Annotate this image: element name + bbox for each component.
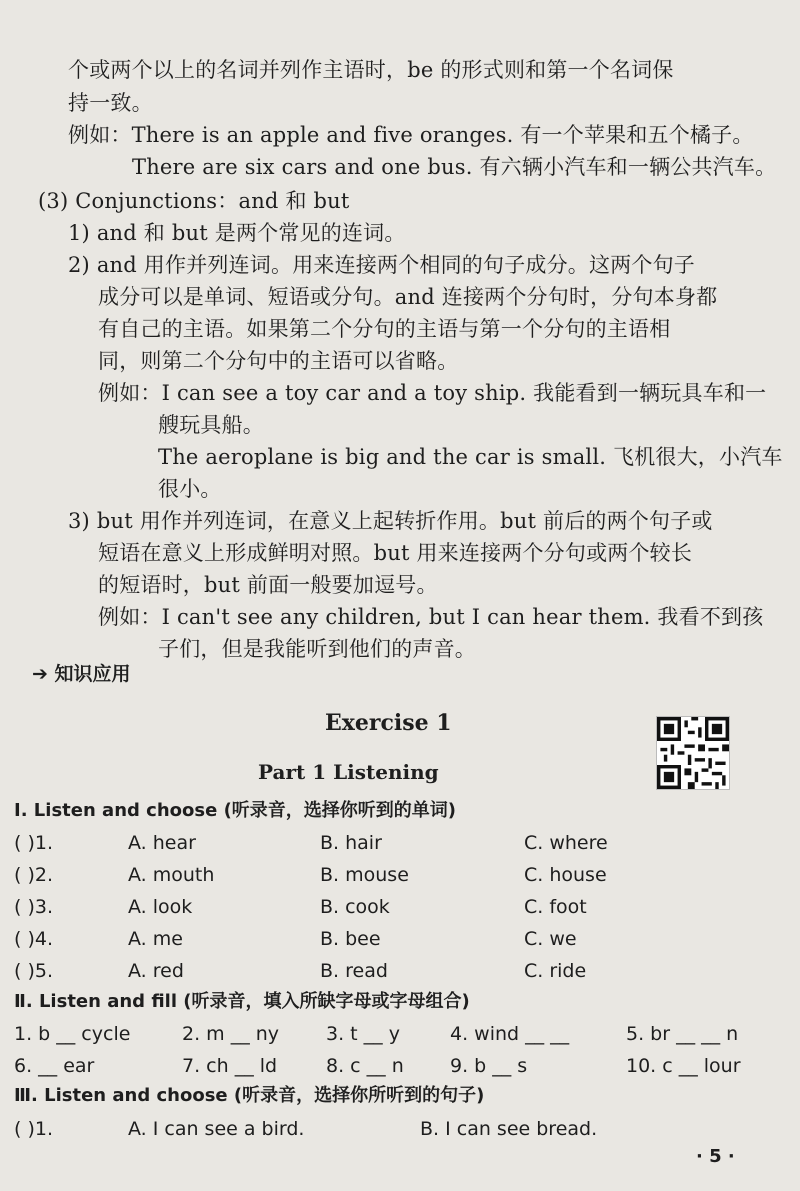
fill-item[interactable]: 10. c __ lour — [626, 1055, 741, 1077]
text-line: 1) and 和 but 是两个常见的连词。 — [68, 221, 406, 245]
text-line: There are six cars and one bus. 有六辆小汽车和一辆公共汽车。 — [132, 155, 777, 179]
option-a: A. I can see a bird. — [128, 1118, 305, 1140]
exercise-title: Exercise 1 — [325, 710, 452, 736]
option-c: C. where — [524, 832, 608, 854]
option-a: A. red — [128, 960, 184, 982]
fill-item[interactable]: 9. b __ s — [450, 1055, 528, 1077]
qr-code-icon — [657, 717, 729, 789]
text-line: 成分可以是单词、短语或分句。and 连接两个分句时，分句本身都 — [98, 285, 718, 309]
fill-item[interactable]: 3. t __ y — [326, 1023, 400, 1045]
text-line: 2) and 用作并列连词。用来连接两个相同的句子成分。这两个句子 — [68, 253, 695, 277]
page-number: · 5 · — [696, 1146, 735, 1167]
fill-item[interactable]: 6. __ ear — [14, 1055, 95, 1077]
text-line: 同，则第二个分句中的主语可以省略。 — [98, 349, 459, 373]
section-1-heading: Ⅰ. Listen and choose (听录音，选择你听到的单词) — [14, 800, 457, 821]
option-b: B. hair — [320, 832, 382, 854]
option-b: B. I can see bread. — [420, 1118, 598, 1140]
answer-blank[interactable]: ( )1. — [14, 832, 53, 854]
text-line: 子们，但是我能听到他们的声音。 — [158, 637, 476, 661]
text-line: 很小。 — [158, 477, 222, 501]
fill-item[interactable]: 8. c __ n — [326, 1055, 404, 1077]
arrow-right-icon: ➔ — [32, 663, 48, 685]
answer-blank[interactable]: ( )4. — [14, 928, 53, 950]
option-a: A. mouth — [128, 864, 215, 886]
text-line: 持一致。 — [68, 91, 153, 115]
text-line: 的短语时，but 前面一般要加逗号。 — [98, 573, 438, 597]
option-b: B. read — [320, 960, 388, 982]
text-line: 艘玩具船。 — [158, 413, 264, 437]
part-title: Part 1 Listening — [258, 760, 439, 784]
text-line: The aeroplane is big and the car is small. 飞机很大，小汽车 — [158, 445, 783, 469]
section-label — [32, 660, 131, 688]
text-line: 例如：There is an apple and five oranges. 有一个苹果和五个橘子。 — [68, 123, 754, 147]
answer-blank[interactable]: ( )3. — [14, 896, 53, 918]
answer-blank[interactable]: ( )2. — [14, 864, 53, 886]
option-a: A. me — [128, 928, 183, 950]
section-2-heading: Ⅱ. Listen and fill (听录音，填入所缺字母或字母组合) — [14, 991, 470, 1012]
text-line: (3) Conjunctions：and 和 but — [38, 189, 350, 213]
fill-item[interactable]: 2. m __ ny — [182, 1023, 280, 1045]
section-label-text: 知识应用 — [54, 663, 131, 685]
option-b: B. cook — [320, 896, 390, 918]
fill-item[interactable]: 5. br __ __ n — [626, 1023, 739, 1045]
option-a: A. hear — [128, 832, 196, 854]
option-c: C. we — [524, 928, 577, 950]
fill-item[interactable]: 1. b __ cycle — [14, 1023, 131, 1045]
option-c: C. house — [524, 864, 607, 886]
fill-item[interactable]: 7. ch __ ld — [182, 1055, 278, 1077]
text-line: 例如：I can't see any children, but I can hear them. 我看不到孩 — [98, 605, 764, 629]
option-c: C. ride — [524, 960, 587, 982]
option-b: B. mouse — [320, 864, 409, 886]
text-line: 个或两个以上的名词并列作主语时，be 的形式则和第一个名词保 — [68, 58, 674, 82]
text-line: 3) but 用作并列连词，在意义上起转折作用。but 前后的两个句子或 — [68, 509, 713, 533]
answer-blank[interactable]: ( )5. — [14, 960, 53, 982]
option-c: C. foot — [524, 896, 587, 918]
option-a: A. look — [128, 896, 193, 918]
text-line: 短语在意义上形成鲜明对照。but 用来连接两个分句或两个较长 — [98, 541, 693, 565]
fill-item[interactable]: 4. wind __ __ — [450, 1023, 570, 1045]
option-b: B. bee — [320, 928, 381, 950]
qr-code — [656, 716, 730, 790]
answer-blank[interactable]: ( )1. — [14, 1118, 53, 1140]
text-line: 例如：I can see a toy car and a toy ship. 我能看到一辆玩具车和一 — [98, 381, 767, 405]
text-line: 有自己的主语。如果第二个分句的主语与第一个分句的主语相 — [98, 317, 671, 341]
section-3-heading: Ⅲ. Listen and choose (听录音，选择你所听到的句子) — [14, 1085, 485, 1106]
